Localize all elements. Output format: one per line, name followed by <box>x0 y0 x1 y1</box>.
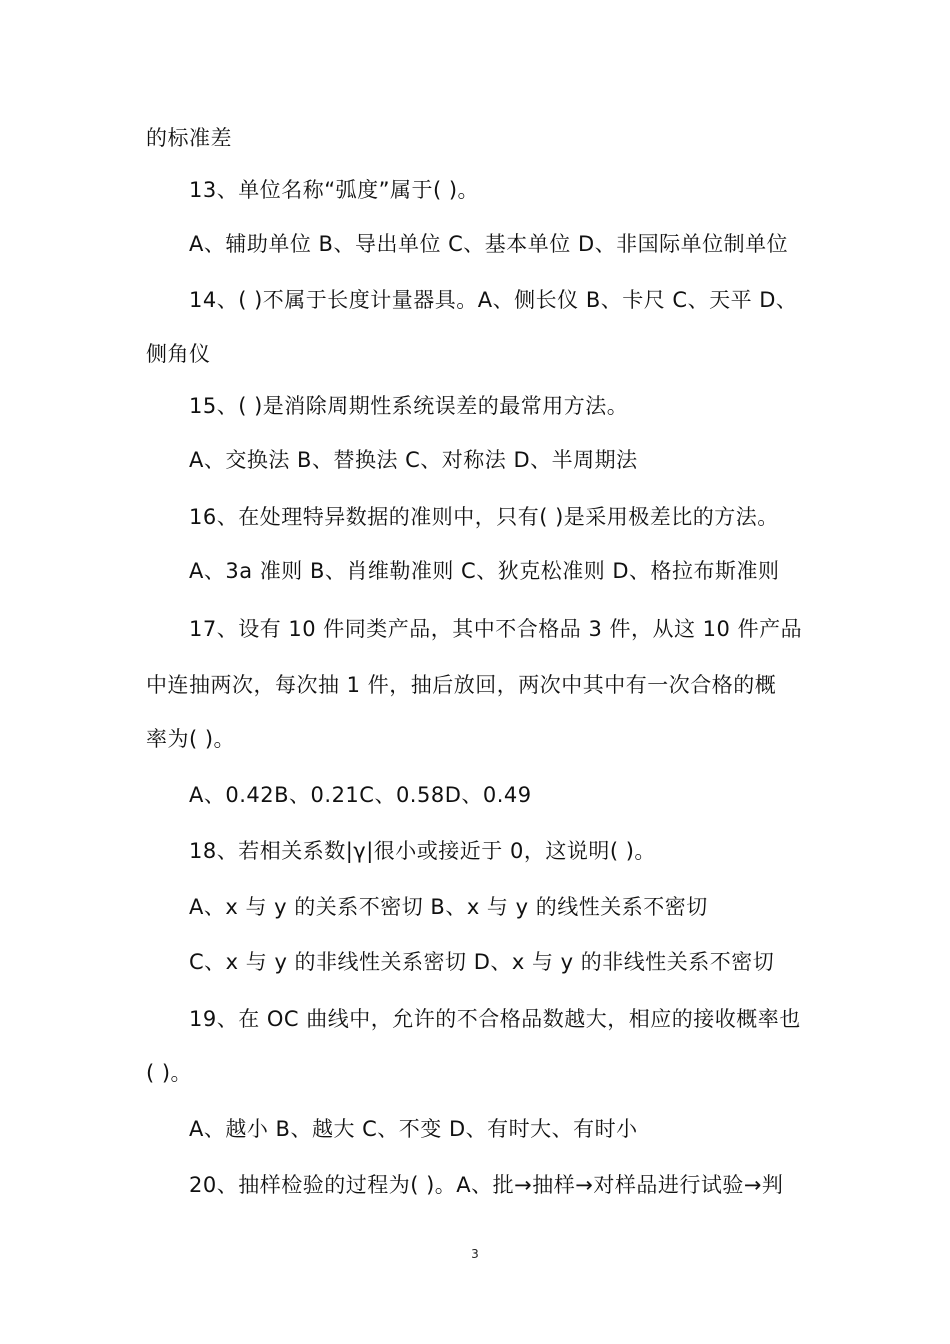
question-17-continuation: 中连抽两次，每次抽 1 件，抽后放回，两次中其中有一次合格的概 <box>146 673 777 697</box>
text-line: 的标准差 <box>146 126 232 150</box>
question-19-options: A、越小 B、越大 C、不变 D、有时大、有时小 <box>189 1117 638 1141</box>
question-16: 16、在处理特异数据的准则中，只有( )是采用极差比的方法。 <box>189 505 779 529</box>
question-14-continuation: 侧角仪 <box>146 342 211 366</box>
question-15: 15、( )是消除周期性系统误差的最常用方法。 <box>189 394 629 418</box>
page-number: 3 <box>471 1247 479 1261</box>
question-18-options: A、x 与 y 的关系不密切 B、x 与 y 的线性关系不密切 <box>189 895 708 919</box>
question-17: 17、设有 10 件同类产品，其中不合格品 3 件，从这 10 件产品 <box>189 617 803 641</box>
question-19: 19、在 OC 曲线中，允许的不合格品数越大，相应的接收概率也 <box>189 1007 801 1031</box>
question-13: 13、单位名称“弧度”属于( )。 <box>189 178 480 202</box>
question-16-options: A、3a 准则 B、肖维勒准则 C、狄克松准则 D、格拉布斯准则 <box>189 559 780 583</box>
question-17-continuation: 率为( )。 <box>146 727 236 751</box>
question-18-options: C、x 与 y 的非线性关系密切 D、x 与 y 的非线性关系不密切 <box>189 950 775 974</box>
question-15-options: A、交换法 B、替换法 C、对称法 D、半周期法 <box>189 448 638 472</box>
question-19-continuation: ( )。 <box>146 1061 193 1085</box>
question-13-options: A、辅助单位 B、导出单位 C、基本单位 D、非国际单位制单位 <box>189 232 789 256</box>
question-18: 18、若相关系数|γ|很小或接近于 0，这说明( )。 <box>189 839 656 863</box>
question-17-options: A、0.42B、0.21C、0.58D、0.49 <box>189 783 532 807</box>
question-14: 14、( )不属于长度计量器具。A、侧长仪 B、卡尺 C、天平 D、 <box>189 288 798 312</box>
question-20: 20、抽样检验的过程为( )。A、批→抽样→对样品进行试验→判 <box>189 1173 784 1197</box>
